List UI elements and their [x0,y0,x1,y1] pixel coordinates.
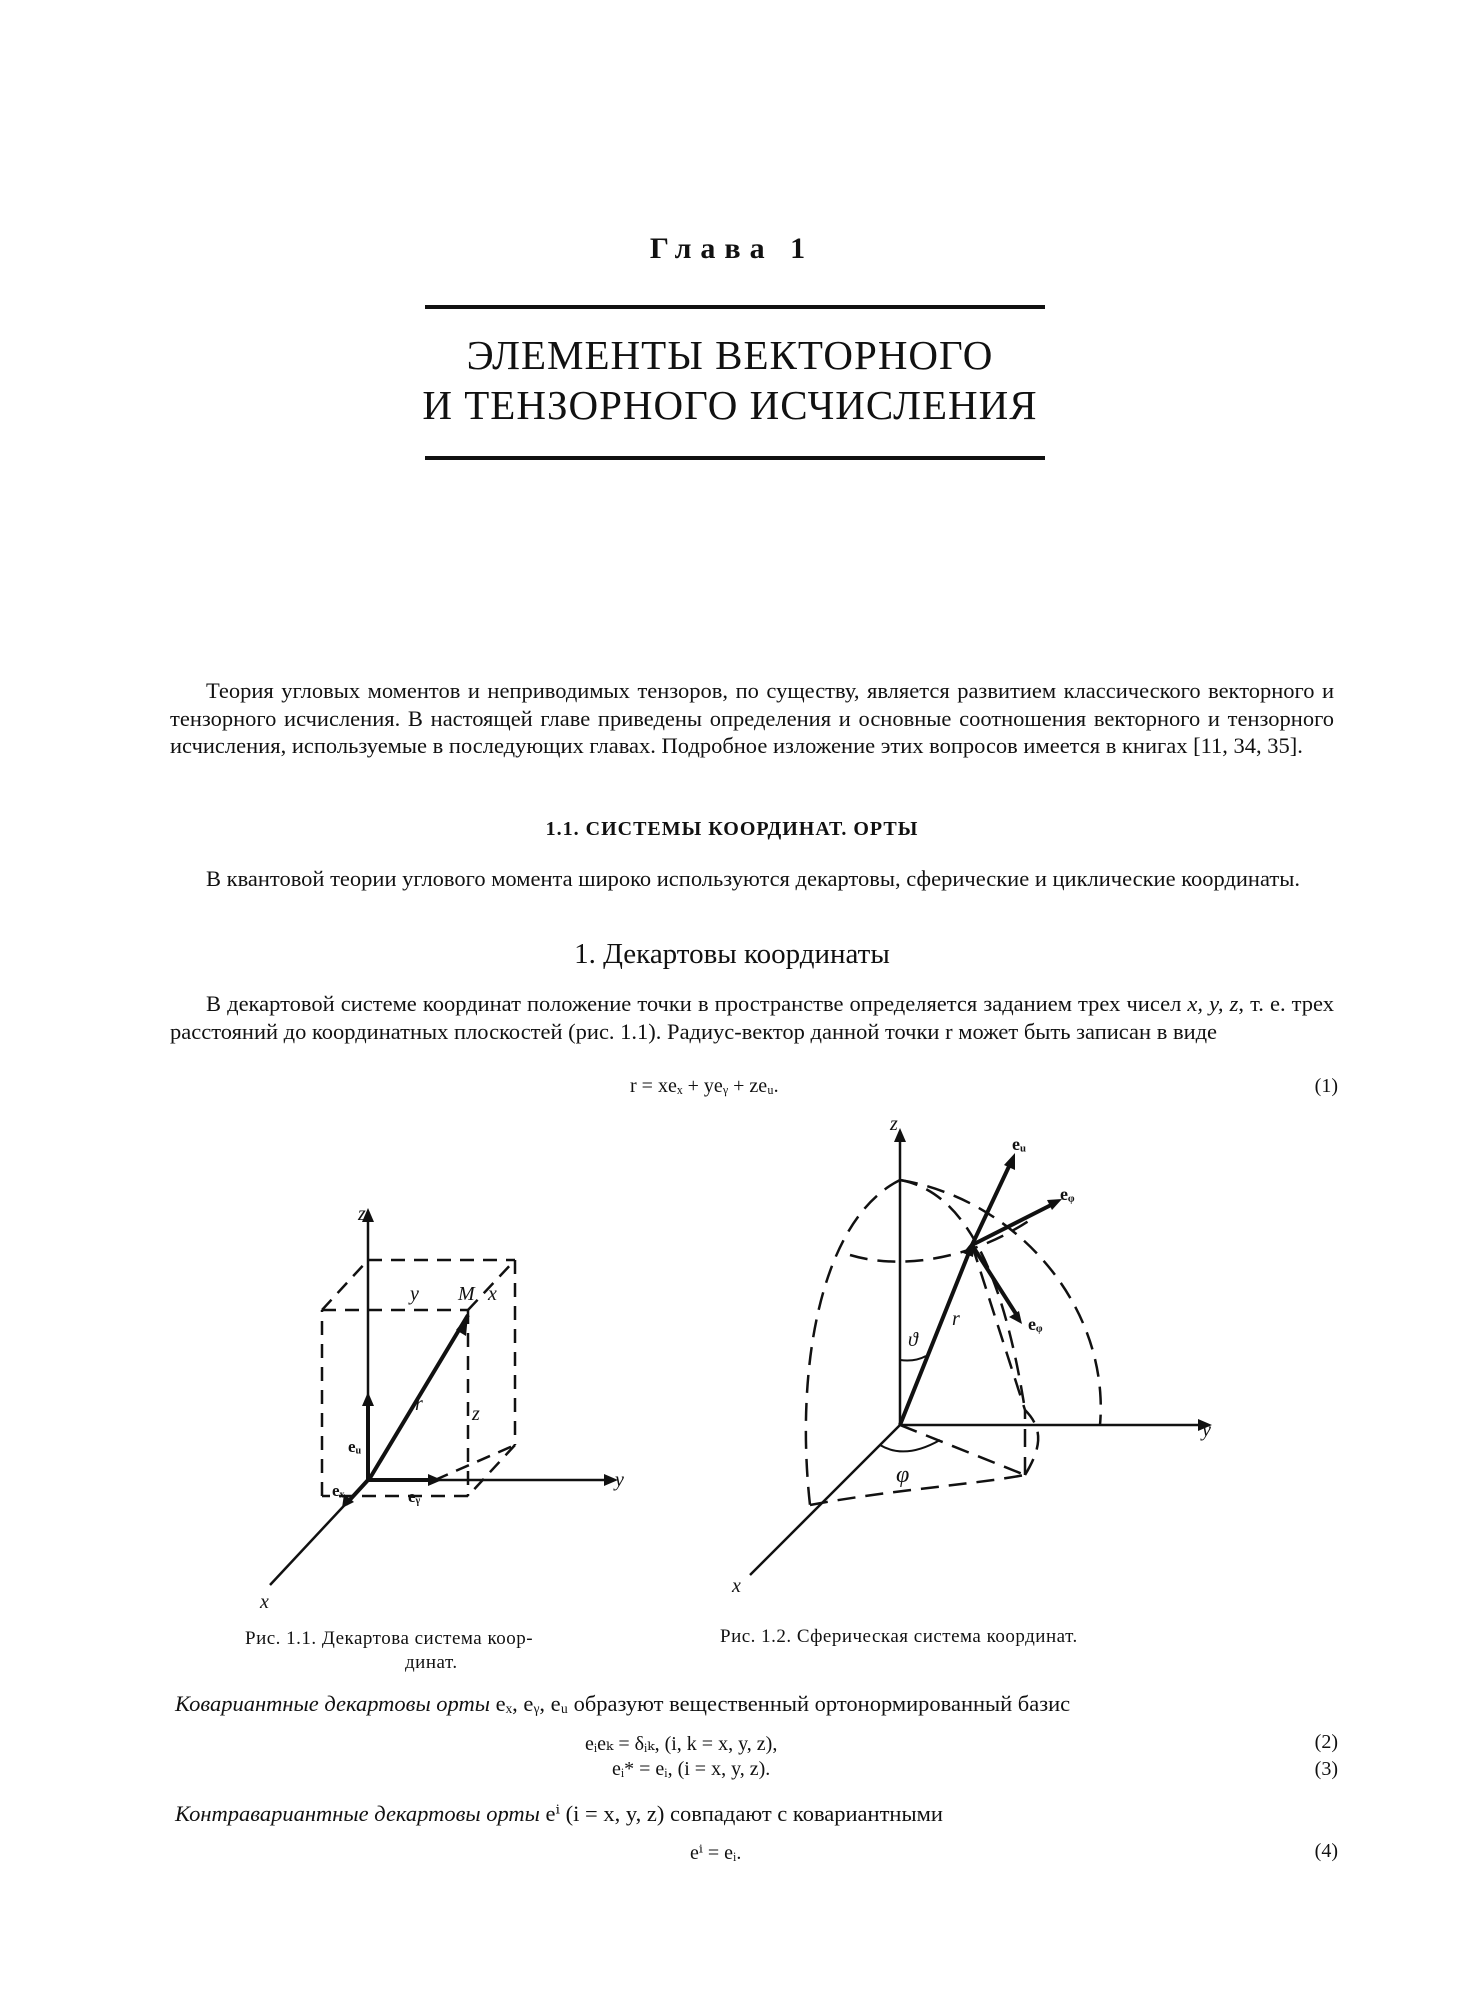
label-ez: eᵤ [1012,1134,1026,1154]
top-rule [425,305,1045,309]
r-arrow [963,1238,975,1257]
label-z-side: z [472,1403,480,1425]
intro-paragraph: Теория угловых моментов и неприводимых тензоров, по существу, является развитием классического векторного и тензорного исчисления. В настоящей главе приведены определения и основные соотношения векторного и тензорного исчисления, используемые в последующих главах. Подробное изложение этих вопросов имеется в книгах [11, 34, 35]. [170,678,1334,758]
x-axis [750,1425,900,1575]
label-z: z [890,1113,898,1135]
label-ey: eᵧ [408,1487,421,1506]
equation-2: eᵢeₖ = δᵢₖ, (i, k = x, y, z), [585,1733,778,1755]
figure-1-caption: Рис. 1.1. Декартова система коор- динат. [245,1628,534,1673]
figure-cartesian [230,1190,650,1620]
bottom-rule [425,456,1045,460]
ey-arrow [428,1474,442,1486]
equation-4-number: (4) [1314,1840,1338,1862]
label-y-axis: y [615,1469,624,1491]
equation-1: r = xeₓ + yeᵧ + zeᵤ. [630,1075,779,1097]
equation-2-number: (2) [1314,1731,1338,1753]
section-paragraph: В квантовой теории углового момента широко используются декартовы, сферические и циклические координаты. [206,866,1300,891]
label-ephi: eᵩ [1060,1184,1075,1204]
label-phi: φ [896,1462,910,1488]
etheta-vector [972,1245,1018,1317]
ez-arrow [1004,1153,1015,1170]
covariant-paragraph: Ковариантные декартовы орты eₓ, eᵧ, eᵤ образуют вещественный ортонормированный базис [175,1691,1071,1716]
label-etheta: eᵩ [1028,1314,1043,1334]
label-y-top: y [410,1283,419,1305]
chapter-title-line1: ЭЛЕМЕНТЫ ВЕКТОРНОГО [466,332,994,378]
label-r: r [415,1393,423,1415]
subsection-heading: 1. Декартовы координаты [574,938,890,970]
dashed-sphere [806,1180,1101,1505]
label-ez: eᵤ [348,1437,362,1456]
label-x-axis: x [260,1591,269,1613]
figure-2-caption: Рис. 1.2. Сферическая система координат. [720,1626,1078,1647]
label-ex: eₓ [332,1481,345,1500]
section-heading: 1.1. СИСТЕМЫ КООРДИНАТ. ОРТЫ [545,818,919,840]
ephi-vector [972,1203,1055,1245]
equation-3-number: (3) [1314,1758,1338,1780]
equation-3: eᵢ* = eᵢ, (i = x, y, z). [612,1758,771,1780]
label-y: y [1202,1419,1211,1441]
phi-arc [880,1440,940,1451]
label-M: M [458,1283,475,1305]
equation-1-number: (1) [1314,1075,1338,1097]
contravariant-paragraph: Контравариантные декартовы орты eⁱ (i = x, y, z) совпадают с ковариантными [175,1801,943,1826]
chapter-label: Глава 1 [649,232,815,265]
label-theta: ϑ [908,1329,918,1351]
label-x: x [732,1575,741,1597]
label-x-top: x [488,1283,497,1305]
subsection-paragraph: В декартовой системе координат положение точки в пространстве определяется заданием трех чисел x, y, z, т. е. трех расстояний до координатных плоскостей (рис. 1.1). Радиус-вектор данной точки r может быть записан в виде [170,991,1334,1044]
label-r: r [952,1308,960,1330]
figure-spherical [700,1110,1240,1620]
theta-arc [900,1356,926,1361]
chapter-title-line2: И ТЕНЗОРНОГО ИСЧИСЛЕНИЯ [422,382,1038,428]
ez-arrow [362,1392,374,1406]
label-z: z [358,1203,366,1225]
ez-vector [972,1160,1012,1245]
equation-4: eⁱ = eᵢ. [690,1842,742,1864]
